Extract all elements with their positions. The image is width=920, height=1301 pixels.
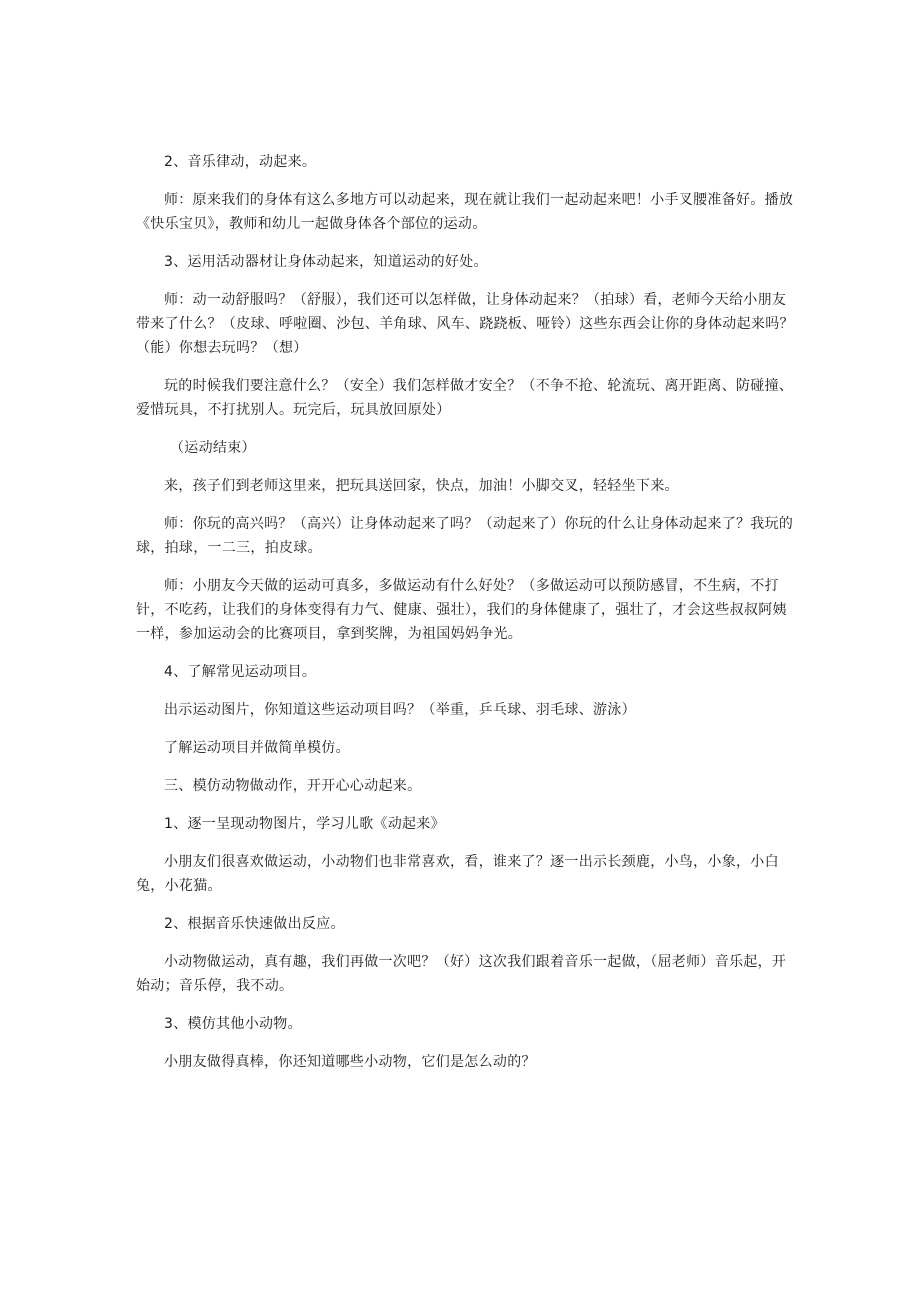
paragraph: 师：动一动舒服吗？（舒服），我们还可以怎样做，让身体动起来？（拍球）看，老师今天给小朋友带来了什么？（皮球、呼啦圈、沙包、羊角球、风车、跷跷板、哑铃）这些东西会让你的身体动起来吗？（能）你想去玩吗？（想） (136, 292, 794, 356)
paragraph: 了解运动项目并做简单模仿。 (164, 740, 350, 756)
section-heading: 1、逐一呈现动物图片，学习儿歌《动起来》 (164, 816, 445, 832)
section-heading: 4、了解常见运动项目。 (164, 664, 317, 680)
section-heading: 三、模仿动物做动作，开开心心动起来。 (164, 778, 422, 794)
paragraph: 小朋友们很喜欢做运动，小动物们也非常喜欢，看，谁来了？逐一出示长颈鹿，小鸟，小象，小白兔，小花猫。 (136, 854, 779, 894)
document-body (136, 150, 796, 1088)
section-heading: 2、音乐律动，动起来。 (164, 154, 317, 170)
paragraph: 小动物做运动，真有趣，我们再做一次吧？（好）这次我们跟着音乐一起做，（屈老师）音乐起，开始动；音乐停，我不动。 (136, 954, 787, 994)
paragraph: 小朋友做得真棒，你还知道哪些小动物，它们是怎么动的？ (164, 1054, 536, 1070)
paragraph: 师：你玩的高兴吗？（高兴）让身体动起来了吗？（动起来了）你玩的什么让身体动起来了？我玩的球，拍球，一二三，拍皮球。 (136, 516, 794, 556)
paragraph: 师：原来我们的身体有这么多地方可以动起来，现在就让我们一起动起来吧！小手叉腰准备好。播放《快乐宝贝》，教师和幼儿一起做身体各个部位的运动。 (136, 192, 794, 232)
paragraph: 师：小朋友今天做的运动可真多，多做运动有什么好处？（多做运动可以预防感冒，不生病，不打针，不吃药，让我们的身体变得有力气、健康、强壮），我们的身体健康了，强壮了，才会这些叔叔阿姨一样，参加运动会的比赛项目，拿到奖牌，为祖国妈妈争光。 (136, 578, 787, 642)
paragraph: 来，孩子们到老师这里来，把玩具送回家，快点，加油！小脚交叉，轻轻坐下来。 (164, 478, 679, 494)
paragraph: 玩的时候我们要注意什么？（安全）我们怎样做才安全？（不争不抢、轮流玩、离开距离、防碰撞、爱惜玩具，不打扰别人。玩完后，玩具放回原处） (136, 378, 794, 418)
section-heading: 2、根据音乐快速做出反应。 (164, 916, 345, 932)
section-heading: 3、模仿其他小动物。 (164, 1016, 302, 1032)
section-heading: 3、运用活动器材让身体动起来，知道运动的好处。 (164, 254, 488, 270)
paragraph-note: （运动结束） (170, 440, 256, 456)
paragraph: 出示运动图片，你知道这些运动项目吗？（举重，乒乓球、羽毛球、游泳） (164, 702, 636, 718)
